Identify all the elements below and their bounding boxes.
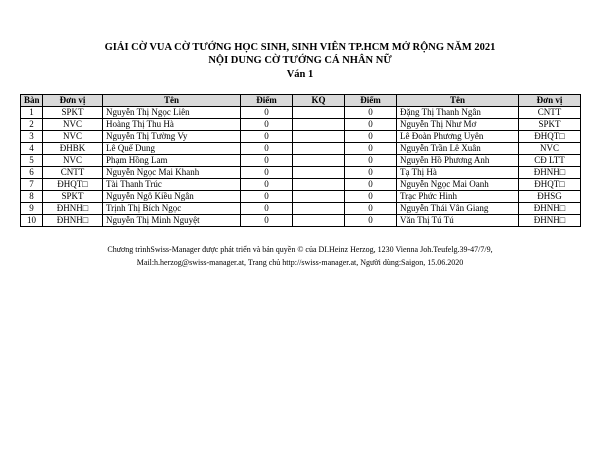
header-points-black: Điểm (345, 95, 397, 107)
table-header-row (21, 95, 581, 107)
name-white: Lê Quế Dung (103, 143, 241, 155)
points-white: 0 (241, 167, 293, 179)
board-number: 9 (21, 203, 43, 215)
unit-black: ĐHNH□ (519, 203, 581, 215)
header-unit-white: Đơn vị (43, 95, 103, 107)
table-row (21, 167, 581, 179)
header-name-white: Tên (103, 95, 241, 107)
name-black: Nguyễn Thị Như Mơ (397, 119, 519, 131)
result (293, 107, 345, 119)
footer-contact: Mail:h.herzog@swiss-manager.at, Trang chủ http://swiss-manager.at, Người dùng:Saigon, 15.06.2020 (136, 258, 464, 267)
points-black: 0 (345, 107, 397, 119)
header-points-white: Điểm (241, 95, 293, 107)
unit-black: ĐHNH□ (519, 167, 581, 179)
points-black: 0 (345, 167, 397, 179)
table-row (21, 215, 581, 227)
unit-white: SPKT (43, 191, 103, 203)
points-black: 0 (345, 191, 397, 203)
name-black: Nguyễn Ngọc Mai Oanh (397, 179, 519, 191)
unit-black: ĐHQT□ (519, 179, 581, 191)
board-number: 3 (21, 131, 43, 143)
name-white: Hoàng Thị Thu Hà (103, 119, 241, 131)
pairings-table (20, 94, 581, 227)
table-row (21, 179, 581, 191)
name-black: Đặng Thị Thanh Ngân (397, 107, 519, 119)
points-black: 0 (345, 131, 397, 143)
name-white: Nguyễn Thị Ngọc Liên (103, 107, 241, 119)
points-white: 0 (241, 179, 293, 191)
result (293, 191, 345, 203)
name-white: Trịnh Thị Bích Ngọc (103, 203, 241, 215)
unit-white: SPKT (43, 107, 103, 119)
round-label: Ván 1 (286, 69, 314, 80)
points-white: 0 (241, 143, 293, 155)
unit-white: NVC (43, 155, 103, 167)
board-number: 1 (21, 107, 43, 119)
unit-white: ĐHNH□ (43, 203, 103, 215)
board-number: 10 (21, 215, 43, 227)
board-number: 5 (21, 155, 43, 167)
points-white: 0 (241, 131, 293, 143)
result (293, 215, 345, 227)
result (293, 179, 345, 191)
result (293, 203, 345, 215)
name-black: Lê Đoàn Phương Uyên (397, 131, 519, 143)
name-white: Nguyễn Ngọc Mai Khanh (103, 167, 241, 179)
board-number: 8 (21, 191, 43, 203)
result (293, 119, 345, 131)
points-white: 0 (241, 155, 293, 167)
unit-white: NVC (43, 131, 103, 143)
board-number: 6 (21, 167, 43, 179)
name-black: Văn Thị Tú Tú (397, 215, 519, 227)
points-black: 0 (345, 215, 397, 227)
unit-black: ĐHNH□ (519, 215, 581, 227)
table-row (21, 143, 581, 155)
result (293, 167, 345, 179)
unit-white: CNTT (43, 167, 103, 179)
name-white: Nguyễn Thị Tường Vy (103, 131, 241, 143)
unit-black: CNTT (519, 107, 581, 119)
name-black: Tạ Thị Hà (397, 167, 519, 179)
name-white: Tài Thanh Trúc (103, 179, 241, 191)
name-black: Nguyễn Thái Vân Giang (397, 203, 519, 215)
table-row (21, 131, 581, 143)
points-white: 0 (241, 215, 293, 227)
table-row (21, 107, 581, 119)
unit-white: ĐHQT□ (43, 179, 103, 191)
unit-black: CĐ LTT (519, 155, 581, 167)
points-black: 0 (345, 179, 397, 191)
name-white: Nguyễn Thị Minh Nguyệt (103, 215, 241, 227)
table-row (21, 155, 581, 167)
name-white: Phạm Hồng Lam (103, 155, 241, 167)
name-black: Nguyễn Trần Lê Xuân (397, 143, 519, 155)
points-black: 0 (345, 119, 397, 131)
name-black: Nguyễn Hồ Phương Anh (397, 155, 519, 167)
header-name-black: Tên (397, 95, 519, 107)
header-board: Bàn (21, 95, 43, 107)
name-black: Trạc Phức Hinh (397, 191, 519, 203)
event-subtitle: NỘI DUNG CỜ TƯỚNG CÁ NHÂN NỮ (208, 55, 392, 66)
unit-white: ĐHBK (43, 143, 103, 155)
unit-white: NVC (43, 119, 103, 131)
unit-black: NVC (519, 143, 581, 155)
table-row (21, 203, 581, 215)
points-black: 0 (345, 203, 397, 215)
name-white: Nguyễn Ngô Kiều Ngân (103, 191, 241, 203)
tournament-title: GIẢI CỜ VUA CỜ TƯỚNG HỌC SINH, SINH VIÊN TP.HCM MỞ RỘNG NĂM 2021 (104, 42, 496, 53)
unit-white: ĐHNH□ (43, 215, 103, 227)
table-row (21, 191, 581, 203)
points-white: 0 (241, 119, 293, 131)
points-white: 0 (241, 107, 293, 119)
result (293, 155, 345, 167)
footer-copyright: Chương trìnhSwiss-Manager được phát triển và bản quyền © của DI.Heinz Herzog, 1230 Vienna Joh.Teufelg.39-47/7/9, (107, 245, 493, 254)
board-number: 2 (21, 119, 43, 131)
header-unit-black: Đơn vị (519, 95, 581, 107)
result (293, 131, 345, 143)
unit-black: ĐHSG (519, 191, 581, 203)
unit-black: SPKT (519, 119, 581, 131)
board-number: 7 (21, 179, 43, 191)
board-number: 4 (21, 143, 43, 155)
unit-black: ĐHQT□ (519, 131, 581, 143)
points-white: 0 (241, 203, 293, 215)
table-row (21, 119, 581, 131)
points-white: 0 (241, 191, 293, 203)
header-result: KQ (293, 95, 345, 107)
result (293, 143, 345, 155)
points-black: 0 (345, 155, 397, 167)
points-black: 0 (345, 143, 397, 155)
